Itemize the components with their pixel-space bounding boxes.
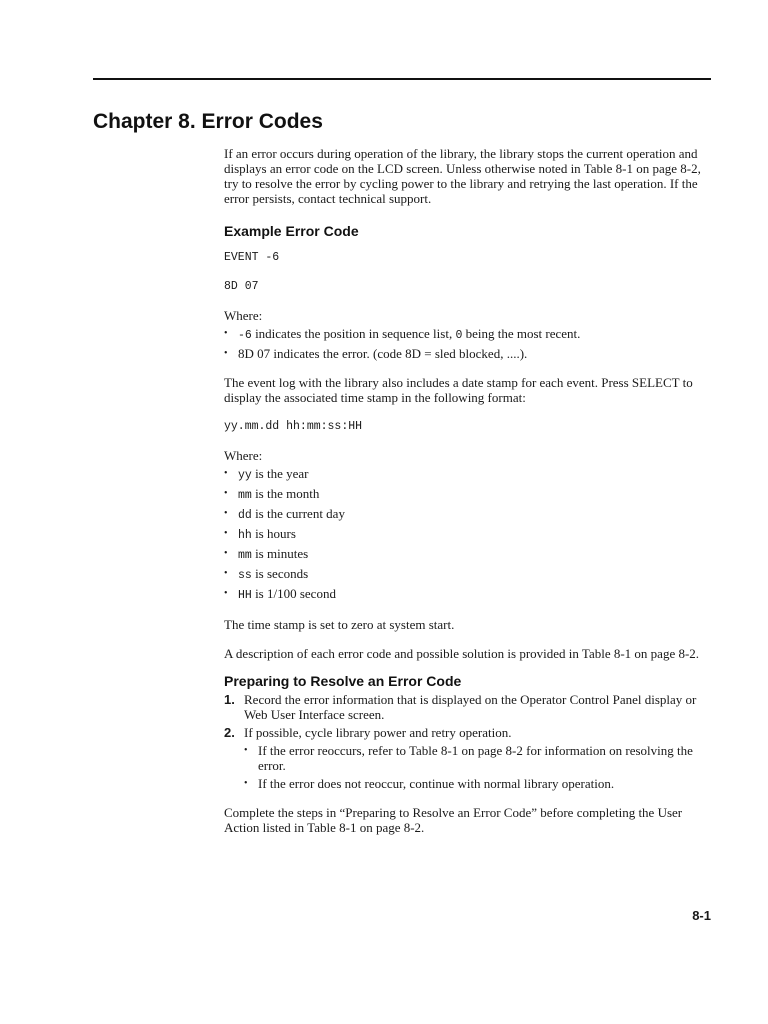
example-code-value: 8D 07 bbox=[224, 280, 259, 293]
list-item: • hh is hours bbox=[224, 526, 714, 543]
preparing-heading: Preparing to Resolve an Error Code bbox=[224, 673, 462, 689]
step-item bbox=[224, 725, 714, 791]
sub-step-list bbox=[244, 743, 714, 791]
event-log-paragraph: The event log with the library also includes a date stamp for each event. Press SELECT to display the associated time stamp in the following format: bbox=[224, 375, 693, 405]
timestamp-zero-paragraph: The time stamp is set to zero at system start. bbox=[224, 617, 455, 632]
zero-code: 0 bbox=[455, 329, 463, 342]
chapter-body bbox=[224, 146, 714, 835]
page-number: 8-1 bbox=[692, 908, 711, 923]
list-item: • 8D 07 indicates the error. (code 8D = sled blocked, ....). bbox=[224, 346, 714, 361]
list-item: • dd is the current day bbox=[224, 506, 714, 523]
timestamp-format: yy.mm.dd hh:mm:ss:HH bbox=[224, 420, 363, 433]
format-code: ss bbox=[238, 569, 252, 582]
chapter-title: Chapter 8. Error Codes bbox=[93, 110, 323, 133]
example-error-code-heading: Example Error Code bbox=[224, 223, 359, 239]
format-code: mm bbox=[238, 549, 252, 562]
header-rule bbox=[93, 78, 711, 80]
example-code-event: EVENT -6 bbox=[224, 251, 280, 264]
list-item: • If the error does not reoccur, continue with normal library operation. bbox=[244, 776, 714, 791]
format-code: mm bbox=[238, 489, 252, 502]
format-code: hh bbox=[238, 529, 252, 542]
step-text: If possible, cycle library power and retry operation. bbox=[244, 725, 512, 740]
format-code: dd bbox=[238, 509, 252, 522]
list-item: • ss is seconds bbox=[224, 566, 714, 583]
format-list bbox=[224, 466, 714, 603]
step-text: Record the error information that is displayed on the Operator Control Panel display or Web User Interface screen. bbox=[244, 692, 697, 722]
step-item bbox=[224, 692, 714, 722]
step-number: 2. bbox=[224, 725, 235, 740]
steps-list bbox=[224, 692, 714, 791]
format-code: HH bbox=[238, 589, 252, 602]
position-code: -6 bbox=[238, 329, 252, 342]
example-bullet-list bbox=[224, 326, 714, 361]
format-code: yy bbox=[238, 469, 252, 482]
description-paragraph: A description of each error code and possible solution is provided in Table 8-1 on page 8-2. bbox=[224, 646, 700, 661]
where-label-2: Where: bbox=[224, 448, 263, 463]
list-item: • HH is 1/100 second bbox=[224, 586, 714, 603]
list-item: • If the error reoccurs, refer to Table 8-1 on page 8-2 for information on resolving the error. bbox=[244, 743, 714, 773]
list-item: • mm is minutes bbox=[224, 546, 714, 563]
intro-paragraph: If an error occurs during operation of the library, the library stops the current operation and displays an error code on the LCD screen. Unless otherwise noted in Table 8-1 on page 8-2, try to resolve the error by cycling power to the library and retrying the last operation. If the error persists, contact technical support. bbox=[224, 146, 701, 206]
list-item: • -6 indicates the position in sequence list, 0 being the most recent. bbox=[224, 326, 714, 343]
complete-paragraph: Complete the steps in “Preparing to Resolve an Error Code” before completing the User Action listed in Table 8-1 on page 8-2. bbox=[224, 805, 683, 835]
list-item: • yy is the year bbox=[224, 466, 714, 483]
step-number: 1. bbox=[224, 692, 235, 707]
list-item: • mm is the month bbox=[224, 486, 714, 503]
where-label: Where: bbox=[224, 308, 263, 323]
